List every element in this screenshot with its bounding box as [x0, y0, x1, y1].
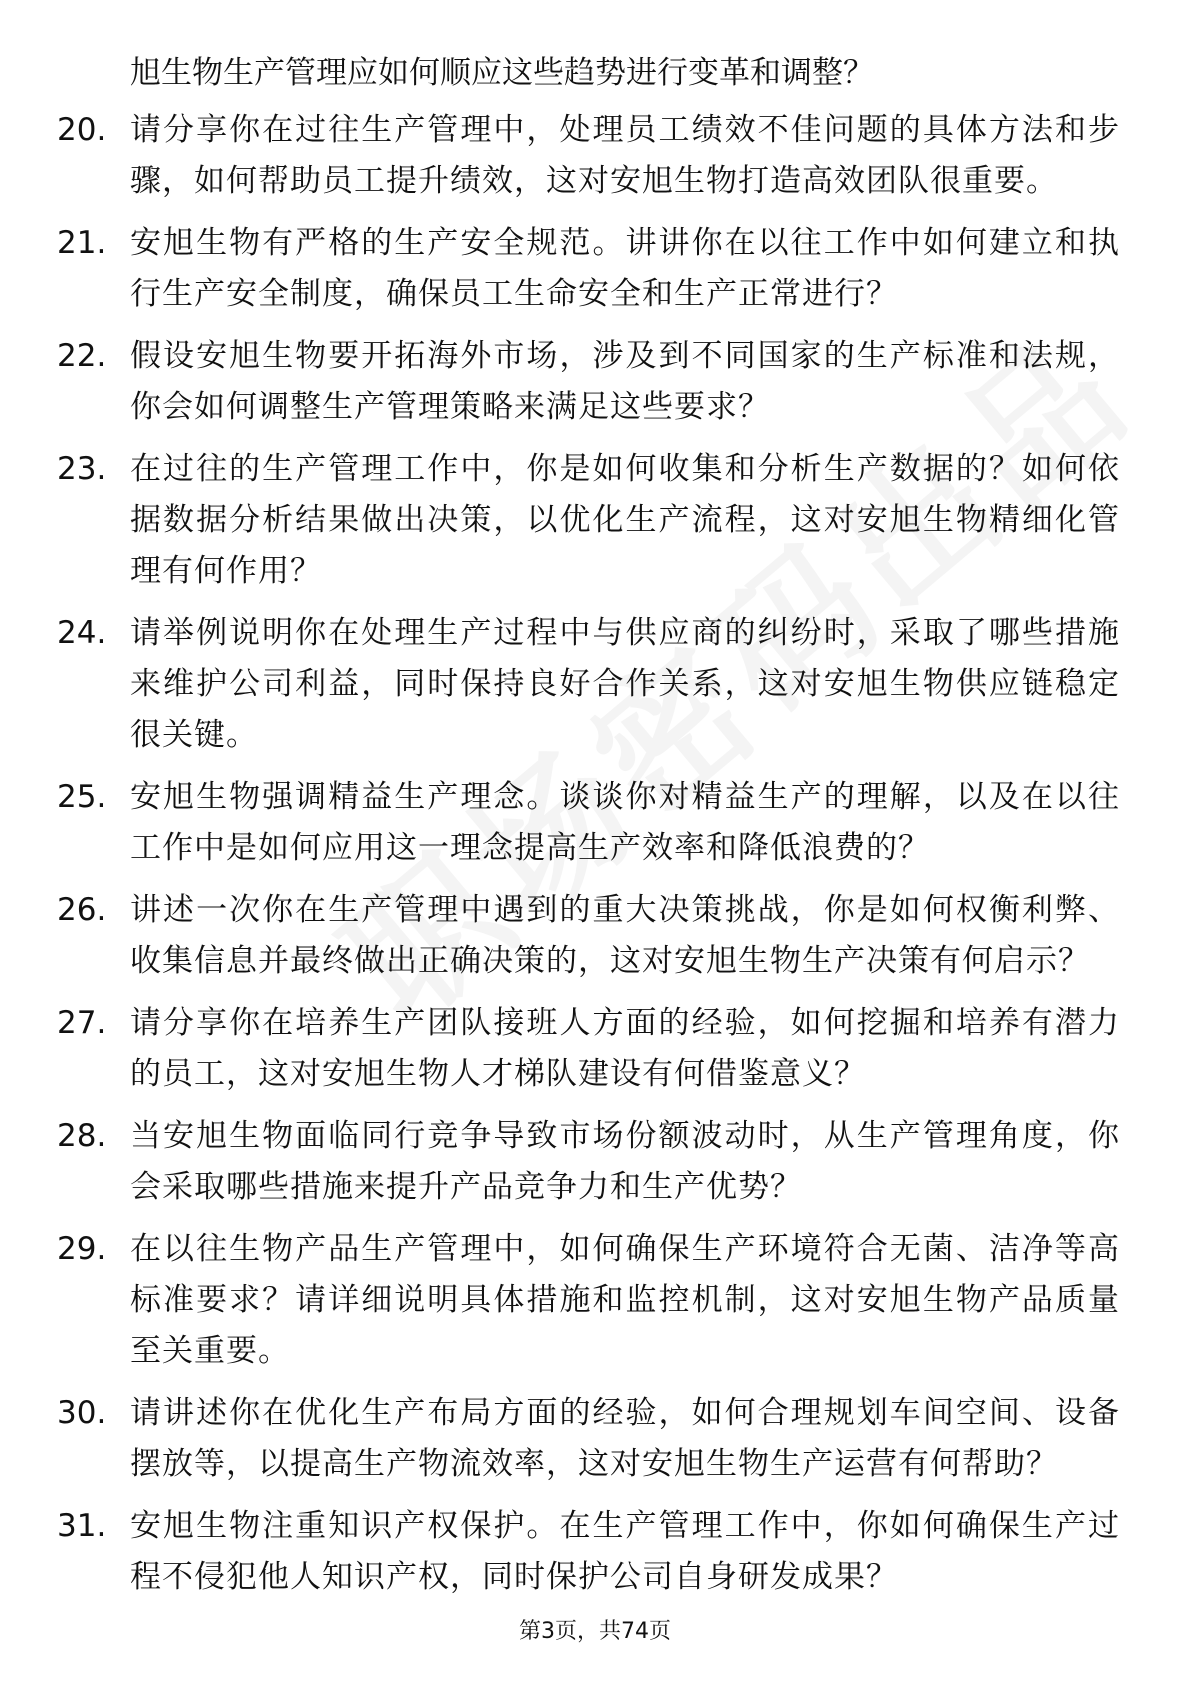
question-text: 假设安旭生物要开拓海外市场，涉及到不同国家的生产标准和法规，你会如何调整生产管理策略来满足这些要求？	[130, 338, 1120, 425]
question-text: 安旭生物有严格的生产安全规范。讲讲你在以往工作中如何建立和执行生产安全制度，确保员工生命安全和生产正常进行？	[130, 225, 1120, 312]
question-number: 30.	[57, 1395, 107, 1431]
question-text: 安旭生物强调精益生产理念。谈谈你对精益生产的理解，以及在以往工作中是如何应用这一理念提高生产效率和降低浪费的？	[130, 779, 1120, 866]
question-item	[0, 1501, 1190, 1603]
question-text: 请分享你在过往生产管理中，处理员工绩效不佳问题的具体方法和步骤，如何帮助员工提升绩效，这对安旭生物打造高效团队很重要。	[130, 112, 1120, 199]
question-number: 27.	[57, 1005, 107, 1041]
question-item	[0, 608, 1190, 761]
question-text: 讲述一次你在生产管理中遇到的重大决策挑战，你是如何权衡利弊、收集信息并最终做出正确决策的，这对安旭生物生产决策有何启示？	[130, 892, 1120, 979]
question-text: 在以往生物产品生产管理中，如何确保生产环境符合无菌、洁净等高标准要求？请详细说明具体措施和监控机制，这对安旭生物产品质量至关重要。	[130, 1231, 1120, 1369]
continued-question-text: 旭生物生产管理应如何顺应这些趋势进行变革和调整？	[130, 55, 874, 91]
question-item	[0, 105, 1190, 207]
question-number: 23.	[57, 451, 107, 487]
question-number: 20.	[57, 112, 107, 148]
question-item	[0, 1388, 1190, 1490]
question-text: 请讲述你在优化生产布局方面的经验，如何合理规划车间空间、设备摆放等，以提高生产物流效率，这对安旭生物生产运营有何帮助？	[130, 1395, 1120, 1482]
question-number: 25.	[57, 779, 107, 815]
question-text: 当安旭生物面临同行竞争导致市场份额波动时，从生产管理角度，你会采取哪些措施来提升产品竞争力和生产优势？	[130, 1118, 1120, 1205]
question-item	[0, 218, 1190, 320]
question-text: 安旭生物注重知识产权保护。在生产管理工作中，你如何确保生产过程不侵犯他人知识产权，同时保护公司自身研发成果？	[130, 1508, 1120, 1595]
question-number: 29.	[57, 1231, 107, 1267]
question-text: 请分享你在培养生产团队接班人方面的经验，如何挖掘和培养有潜力的员工，这对安旭生物人才梯队建设有何借鉴意义？	[130, 1005, 1120, 1092]
question-item	[0, 444, 1190, 597]
question-number: 28.	[57, 1118, 107, 1154]
question-item	[0, 772, 1190, 874]
question-item	[0, 998, 1190, 1100]
question-list	[0, 105, 1190, 1614]
question-item	[0, 331, 1190, 433]
question-number: 22.	[57, 338, 107, 374]
question-text: 请举例说明你在处理生产过程中与供应商的纠纷时，采取了哪些措施来维护公司利益，同时保持良好合作关系，这对安旭生物供应链稳定很关键。	[130, 615, 1120, 753]
question-text: 在过往的生产管理工作中，你是如何收集和分析生产数据的？如何依据数据分析结果做出决策，以优化生产流程，这对安旭生物精细化管理有何作用？	[130, 451, 1120, 589]
question-item	[0, 1111, 1190, 1213]
question-item	[0, 885, 1190, 987]
question-number: 24.	[57, 615, 107, 651]
question-item	[0, 1224, 1190, 1377]
page-footer: 第3页，共74页	[519, 1619, 671, 1644]
question-number: 31.	[57, 1508, 107, 1544]
question-number: 26.	[57, 892, 107, 928]
question-number: 21.	[57, 225, 107, 261]
